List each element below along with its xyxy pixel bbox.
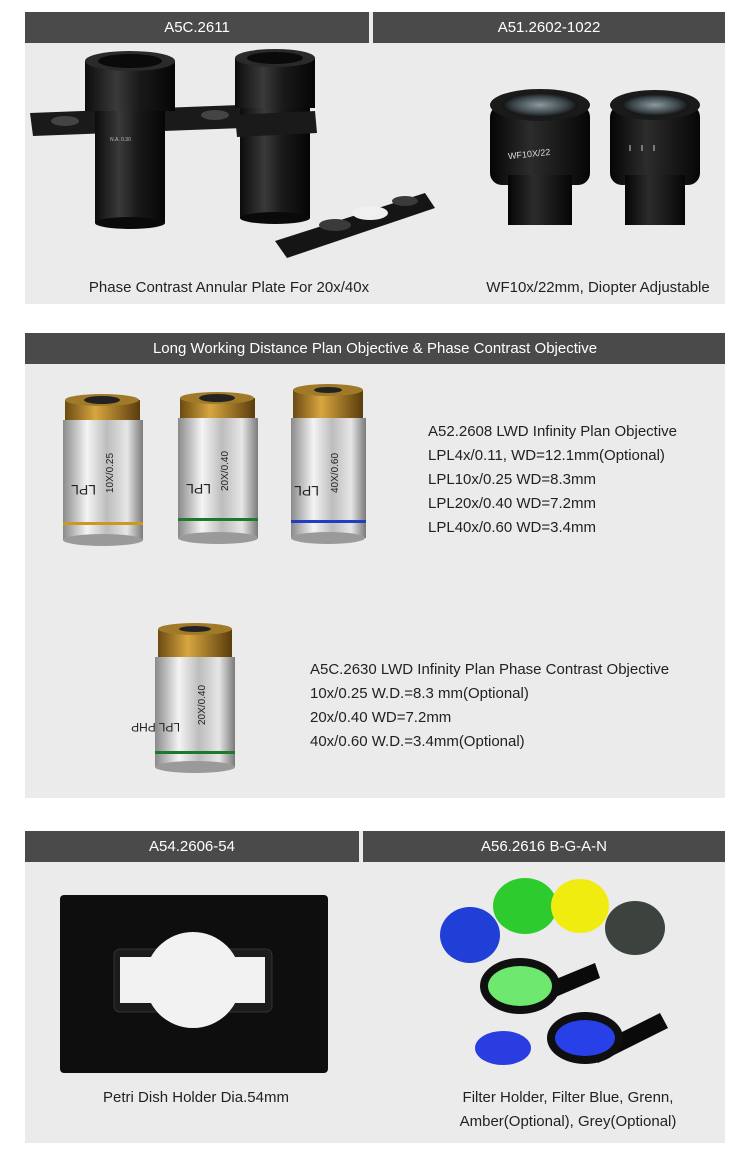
mag-label: 40X/0.60 — [330, 452, 341, 493]
petri-dish-holder-image — [60, 895, 330, 1075]
eyepiece-caption: WF10x/22mm, Diopter Adjustable — [486, 279, 710, 296]
lplphp-label: LPL PHP — [131, 720, 180, 734]
phase-contrast-plate-image — [25, 43, 445, 273]
objectives-title-bar — [25, 333, 725, 364]
eyepiece-image — [470, 75, 710, 235]
filter-grey — [605, 901, 665, 955]
spec-line: LPL4x/0.11, WD=12.1mm(Optional) — [428, 447, 665, 464]
mag-label: 20X/0.40 — [197, 684, 208, 725]
petri-holder-caption: Petri Dish Holder Dia.54mm — [103, 1089, 289, 1106]
code-bar-a542606 — [25, 831, 359, 862]
code-label: A5C.2611 — [164, 19, 230, 36]
spec-line: LPL10x/0.25 WD=8.3mm — [428, 471, 596, 488]
spec-line: 40x/0.60 W.D.=3.4mm(Optional) — [310, 733, 525, 750]
spec-line: A52.2608 LWD Infinity Plan Objective — [428, 423, 678, 440]
filter-caption — [430, 1086, 706, 1134]
objectives-title: Long Working Distance Plan Objective & Phase Contrast Objective — [152, 340, 598, 357]
plan-objectives-image — [55, 390, 375, 560]
na-label: N.A. 0.30 — [110, 137, 131, 143]
loose-blue-filter — [475, 1031, 531, 1065]
green-filter-holder — [480, 958, 600, 1014]
objective-10x — [63, 394, 143, 546]
code-label: A54.2606-54 — [149, 838, 235, 855]
eyepiece-label: WF10X/22 — [507, 146, 551, 162]
objective-20x — [178, 392, 258, 544]
spec-line: 10x/0.25 W.D.=8.3 mm(Optional) — [310, 685, 529, 702]
spec-line: 20x/0.40 WD=7.2mm — [310, 709, 452, 726]
filter-caption-line: Filter Holder, Filter Blue, Grenn, — [462, 1089, 674, 1106]
phase-objective-image — [131, 625, 240, 775]
code-bar-a5c2611 — [25, 12, 369, 43]
mag-label: 20X/0.40 — [220, 450, 231, 491]
plan-objective-spec — [428, 420, 677, 540]
filters-image — [430, 868, 710, 1078]
filter-caption-line: Amber(Optional), Grey(Optional) — [459, 1113, 677, 1130]
spec-line: LPL40x/0.60 WD=3.4mm — [428, 519, 596, 536]
spec-line: A5C.2630 LWD Infinity Plan Phase Contrast Objective — [310, 661, 670, 678]
mag-label: 10X/0.25 — [105, 452, 116, 493]
code-label: A51.2602-1022 — [497, 19, 601, 36]
filter-blue — [440, 907, 500, 963]
filter-green — [493, 878, 557, 934]
blue-filter-holder — [547, 1012, 668, 1064]
lpl-label: LPL — [186, 481, 211, 497]
objective-40x — [291, 384, 366, 544]
spec-line: LPL20x/0.40 WD=7.2mm — [428, 495, 596, 512]
lpl-label: LPL — [294, 483, 319, 499]
code-label: A56.2616 B-G-A-N — [481, 838, 607, 855]
filter-amber — [551, 879, 609, 933]
code-bar-a562616 — [363, 831, 725, 862]
code-bar-a512602 — [373, 12, 725, 43]
lpl-label: LPL — [71, 482, 96, 498]
phase-plate-caption: Phase Contrast Annular Plate For 20x/40x — [88, 279, 370, 296]
phase-objective-spec — [310, 658, 669, 754]
